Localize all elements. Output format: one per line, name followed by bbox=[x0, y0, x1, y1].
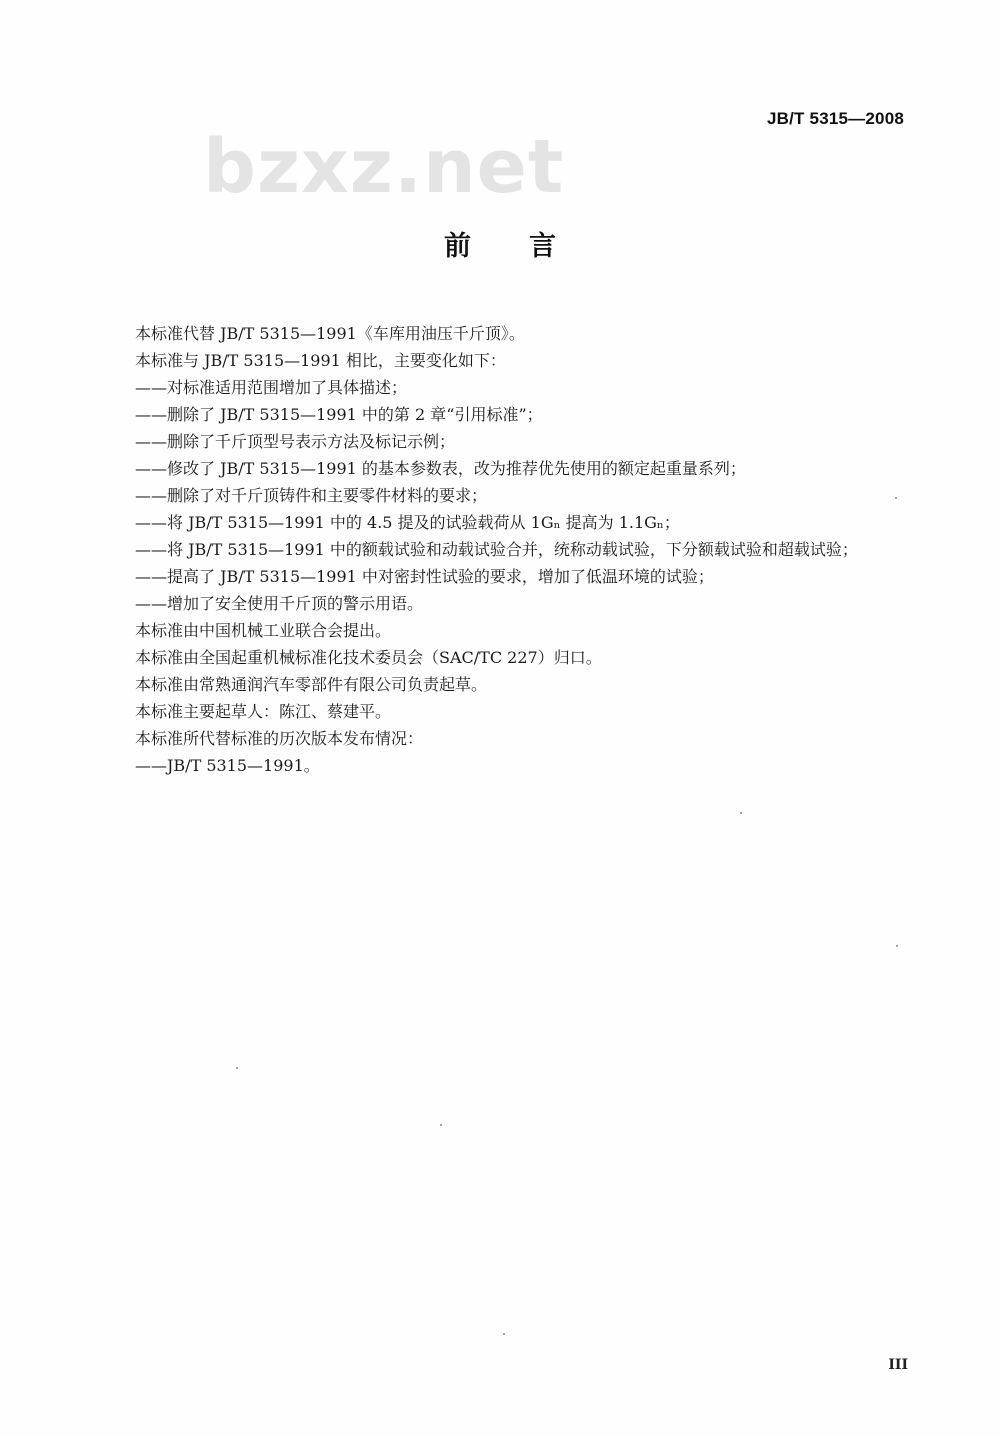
foreword-line: ——提高了 JB/T 5315—1991 中对密封性试验的要求，增加了低温环境的试验； bbox=[135, 567, 714, 586]
foreword-line: ——删除了 JB/T 5315—1991 中的第 2 章“引用标准”； bbox=[135, 405, 543, 424]
watermark: bzxz.net bbox=[203, 124, 565, 210]
scan-speck bbox=[440, 1124, 442, 1126]
foreword-line: ——删除了对千斤顶铸件和主要零件材料的要求； bbox=[135, 486, 488, 505]
foreword-line: 本标准由中国机械工业联合会提出。 bbox=[135, 621, 392, 640]
foreword-line: 本标准所代替标准的历次版本发布情况： bbox=[135, 729, 424, 748]
scan-speck bbox=[895, 497, 897, 499]
foreword-line: ——将 JB/T 5315—1991 中的 4.5 提及的试验载荷从 1Gₙ 提高为 1.1Gₙ； bbox=[135, 513, 680, 532]
foreword-line: 本标准主要起草人：陈江、蔡建平。 bbox=[135, 702, 392, 721]
foreword-line: ——将 JB/T 5315—1991 中的额载试验和动载试验合并，统称动载试验，下分额载试验和超载试验； bbox=[135, 540, 858, 559]
foreword-line: ——修改了 JB/T 5315—1991 的基本参数表，改为推荐优先使用的额定起重量系列； bbox=[135, 459, 746, 478]
scan-speck bbox=[236, 1067, 238, 1069]
scan-speck bbox=[896, 945, 898, 947]
foreword-line: 本标准由全国起重机械标准化技术委员会（SAC/TC 227）归口。 bbox=[135, 648, 602, 667]
standard-number: JB/T 5315—2008 bbox=[767, 109, 904, 128]
foreword-line: 本标准与 JB/T 5315—1991 相比，主要变化如下： bbox=[135, 351, 506, 370]
foreword-line: 本标准代替 JB/T 5315—1991《车库用油压千斤顶》。 bbox=[135, 324, 525, 343]
foreword-line: ——JB/T 5315—1991。 bbox=[135, 756, 320, 775]
scan-speck bbox=[740, 812, 742, 814]
foreword-line: ——增加了安全使用千斤顶的警示用语。 bbox=[135, 594, 424, 613]
foreword-line: ——对标准适用范围增加了具体描述； bbox=[135, 378, 408, 397]
scan-speck bbox=[503, 1333, 505, 1335]
page-number: III bbox=[888, 1357, 908, 1373]
foreword-line: 本标准由常熟通润汽车零部件有限公司负责起草。 bbox=[135, 675, 488, 694]
foreword-body bbox=[135, 320, 915, 779]
foreword-line: ——删除了千斤顶型号表示方法及标记示例； bbox=[135, 432, 456, 451]
page-title: 前言 bbox=[444, 231, 614, 262]
